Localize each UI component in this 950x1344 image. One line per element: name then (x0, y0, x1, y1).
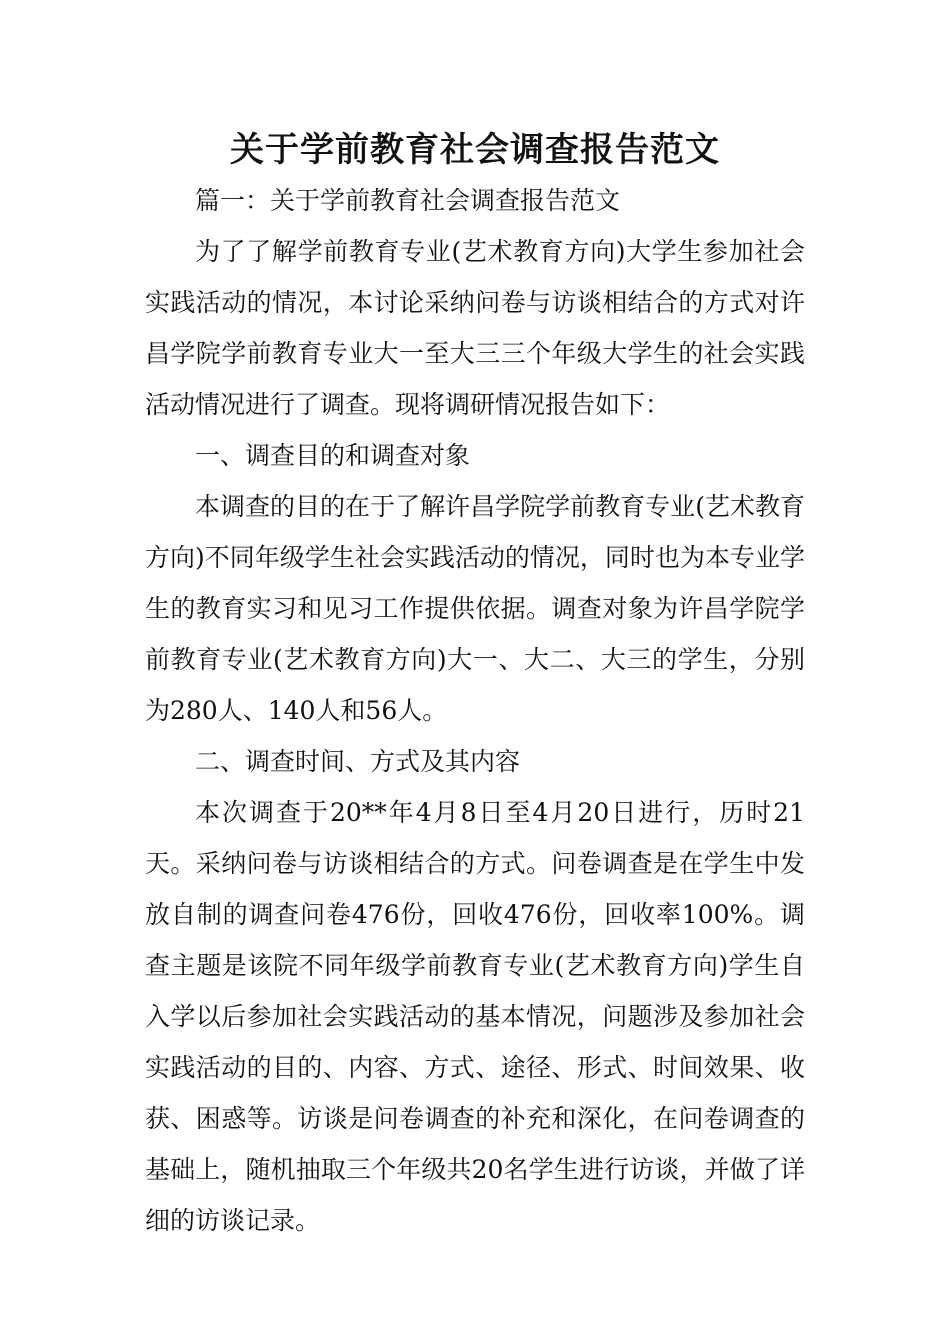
document-subtitle: 篇一：关于学前教育社会调查报告范文 (195, 186, 621, 215)
document-body (145, 175, 805, 1246)
document-title: 关于学前教育社会调查报告范文 (230, 130, 720, 170)
paragraph-intro: 为了了解学前教育专业(艺术教育方向)大学生参加社会实践活动的情况，本讨论采纳问卷与访谈相结合的方式对许昌学院学前教育专业大一至大三三个年级大学生的社会实践活动情况进行了调查。现将调研情况报告如下： (145, 237, 805, 419)
section-heading-method: 二、调查时间、方式及其内容 (195, 747, 521, 776)
section-heading-purpose: 一、调查目的和调查对象 (195, 441, 471, 470)
paragraph-method: 本次调查于20**年4月8日至4月20日进行，历时21天。采纳问卷与访谈相结合的方式。问卷调查是在学生中发放自制的调查问卷476份，回收476份，回收率100%。调查主题是该院不同年级学前教育专业(艺术教育方向)学生自入学以后参加社会实践活动的基本情况，问题涉及参加社会实践活动的目的、内容、方式、途径、形式、时间效果、收获、困惑等。访谈是问卷调查的补充和深化，在问卷调查的基础上，随机抽取三个年级共20名学生进行访谈，并做了详细的访谈记录。 (145, 798, 805, 1235)
paragraph-purpose: 本调查的目的在于了解许昌学院学前教育专业(艺术教育方向)不同年级学生社会实践活动的情况，同时也为本专业学生的教育实习和见习工作提供依据。调查对象为许昌学院学前教育专业(艺术教育方向)大一、大二、大三的学生，分别为280人、140人和56人。 (145, 492, 805, 725)
